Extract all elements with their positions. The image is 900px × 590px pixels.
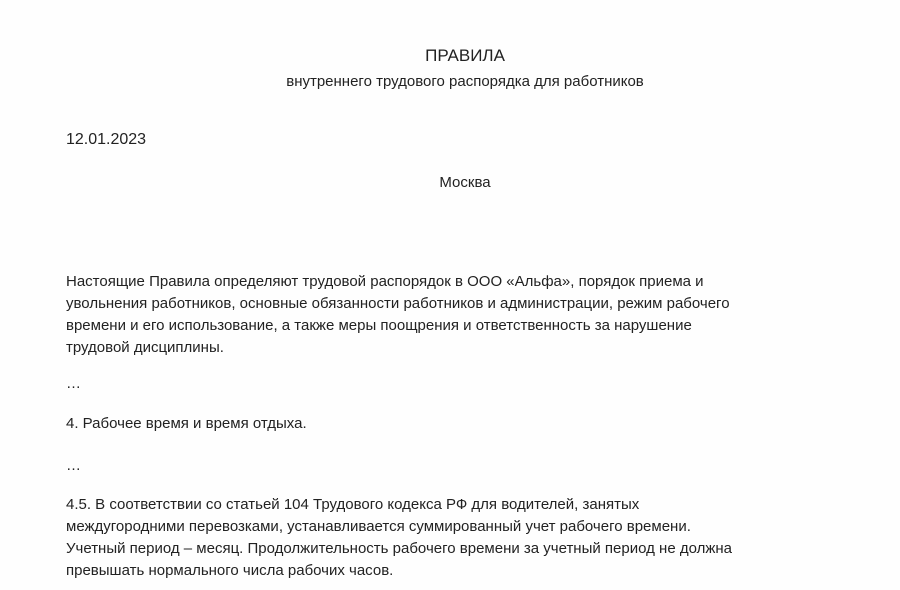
document-subtitle: внутреннего трудового распорядка для работников (286, 73, 644, 90)
intro-paragraph: Настоящие Правила определяют трудовой распорядок в ООО «Альфа», порядок приема и увольнения работников, основные обязанности работников и администрации, режим рабочего времени и его использование, а также меры поощрения и ответственность за нарушение трудовой дисциплины. (66, 273, 730, 356)
document-title: ПРАВИЛА (425, 46, 505, 65)
ellipsis-1: … (66, 375, 81, 392)
section-4-heading: 4. Рабочее время и время отдыха. (66, 415, 307, 432)
section-4-5-paragraph: 4.5. В соответствии со статьей 104 Трудового кодекса РФ для водителей, занятых междугородними перевозками, устанавливается суммированный учет рабочего времени. Учетный период – месяц. Продолжительность рабочего времени за учетный период не должна превышать нормального числа рабочих часов. (66, 496, 733, 579)
ellipsis-2: … (66, 457, 81, 474)
document-date: 12.01.2023 (66, 131, 147, 148)
title-block (0, 44, 900, 93)
document-city: Москва (439, 174, 491, 191)
